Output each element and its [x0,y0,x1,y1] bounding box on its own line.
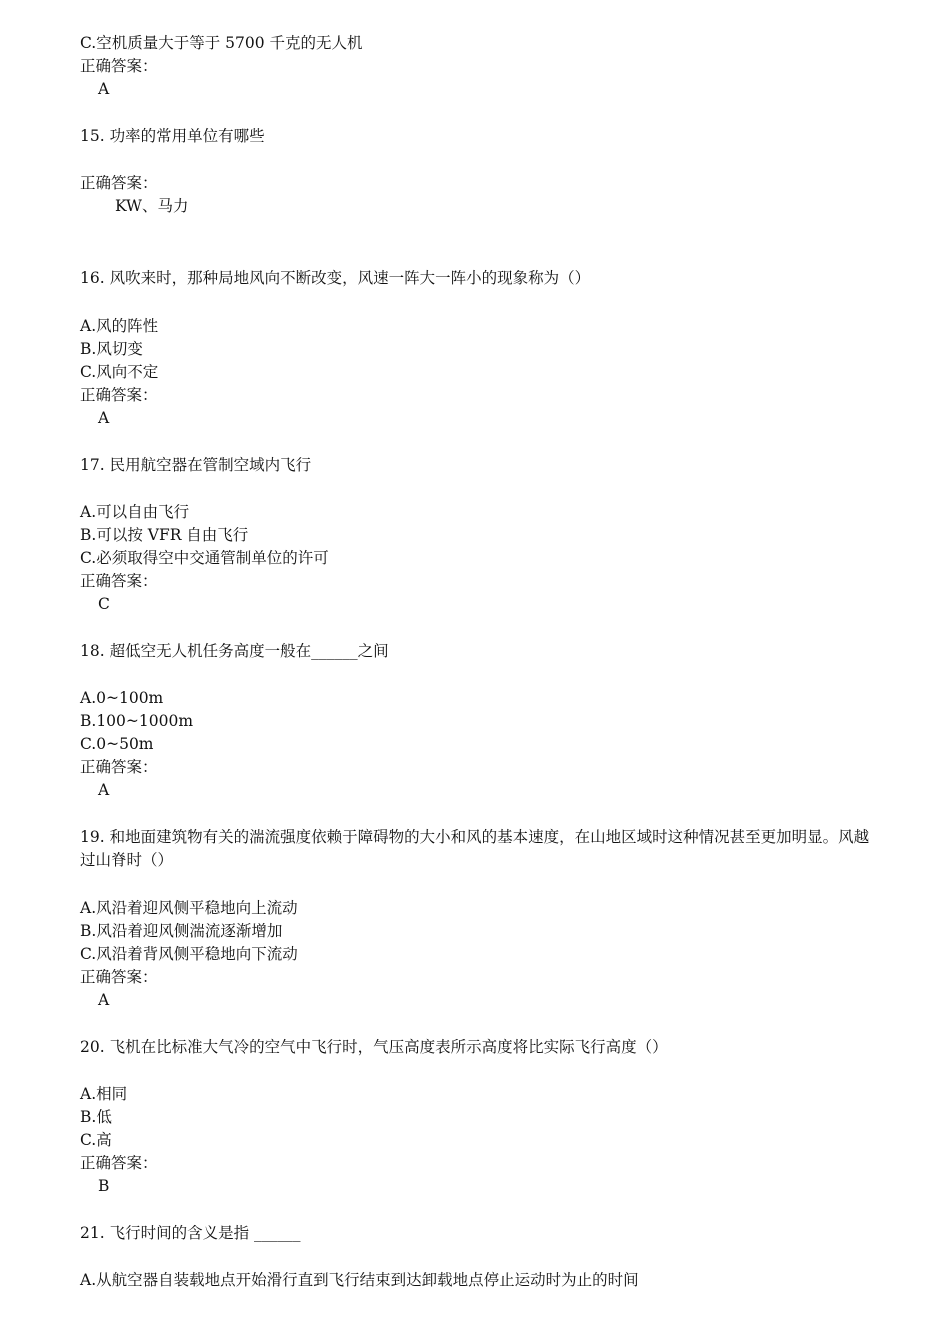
option-b: B.低 [80,1108,112,1126]
option-b: B.100~1000m [80,712,194,730]
option-c: C.必须取得空中交通管制单位的许可 [80,549,329,567]
answer-label: 正确答案： [80,572,158,590]
answer-label: 正确答案： [80,174,158,192]
question-21: 21. 飞行时间的含义是指 ______ [80,1224,301,1242]
answer-label: 正确答案： [80,386,158,404]
option-a: A.相同 [80,1085,128,1103]
answer-value: KW、马力 [115,197,189,215]
option-a: A.风的阵性 [80,317,159,335]
question-15: 15. 功率的常用单位有哪些 [80,127,265,145]
option-b: B.风切变 [80,340,143,358]
question-18: 18. 超低空无人机任务高度一般在______之间 [80,642,389,660]
question-20: 20. 飞机在比标准大气冷的空气中飞行时，气压高度表所示高度将比实际飞行高度（） [80,1038,668,1056]
option-b: B.可以按 VFR 自由飞行 [80,526,249,544]
option-b: B.风沿着迎风侧湍流逐渐增加 [80,922,283,940]
option-a: A.可以自由飞行 [80,503,190,521]
option-a: A.从航空器自装载地点开始滑行直到飞行结束到达卸载地点停止运动时为止的时间 [80,1271,639,1289]
option-c: C.风沿着背风侧平稳地向下流动 [80,945,298,963]
answer-value: A [98,781,110,799]
question-17: 17. 民用航空器在管制空域内飞行 [80,456,312,474]
answer-value: A [98,991,110,1009]
answer-label: 正确答案： [80,758,158,776]
question-19: 19. 和地面建筑物有关的湍流强度依赖于障碍物的大小和风的基本速度，在山地区域时这种情况甚至更加明显。风越过山脊时（） [80,828,870,869]
option-c: C.0~50m [80,735,154,753]
option-c: C.风向不定 [80,363,159,381]
question-16: 16. 风吹来时，那种局地风向不断改变，风速一阵大一阵小的现象称为（） [80,269,591,287]
option-c: C.空机质量大于等于 5700 千克的无人机 [80,34,363,52]
answer-value: A [98,409,110,427]
answer-label: 正确答案： [80,1154,158,1172]
answer-label: 正确答案： [80,57,158,75]
answer-value: A [98,80,110,98]
answer-value: C [98,595,110,613]
option-a: A.0~100m [80,689,164,707]
option-a: A.风沿着迎风侧平稳地向上流动 [80,899,298,917]
answer-label: 正确答案： [80,968,158,986]
option-c: C.高 [80,1131,112,1149]
answer-value: B [98,1177,110,1195]
